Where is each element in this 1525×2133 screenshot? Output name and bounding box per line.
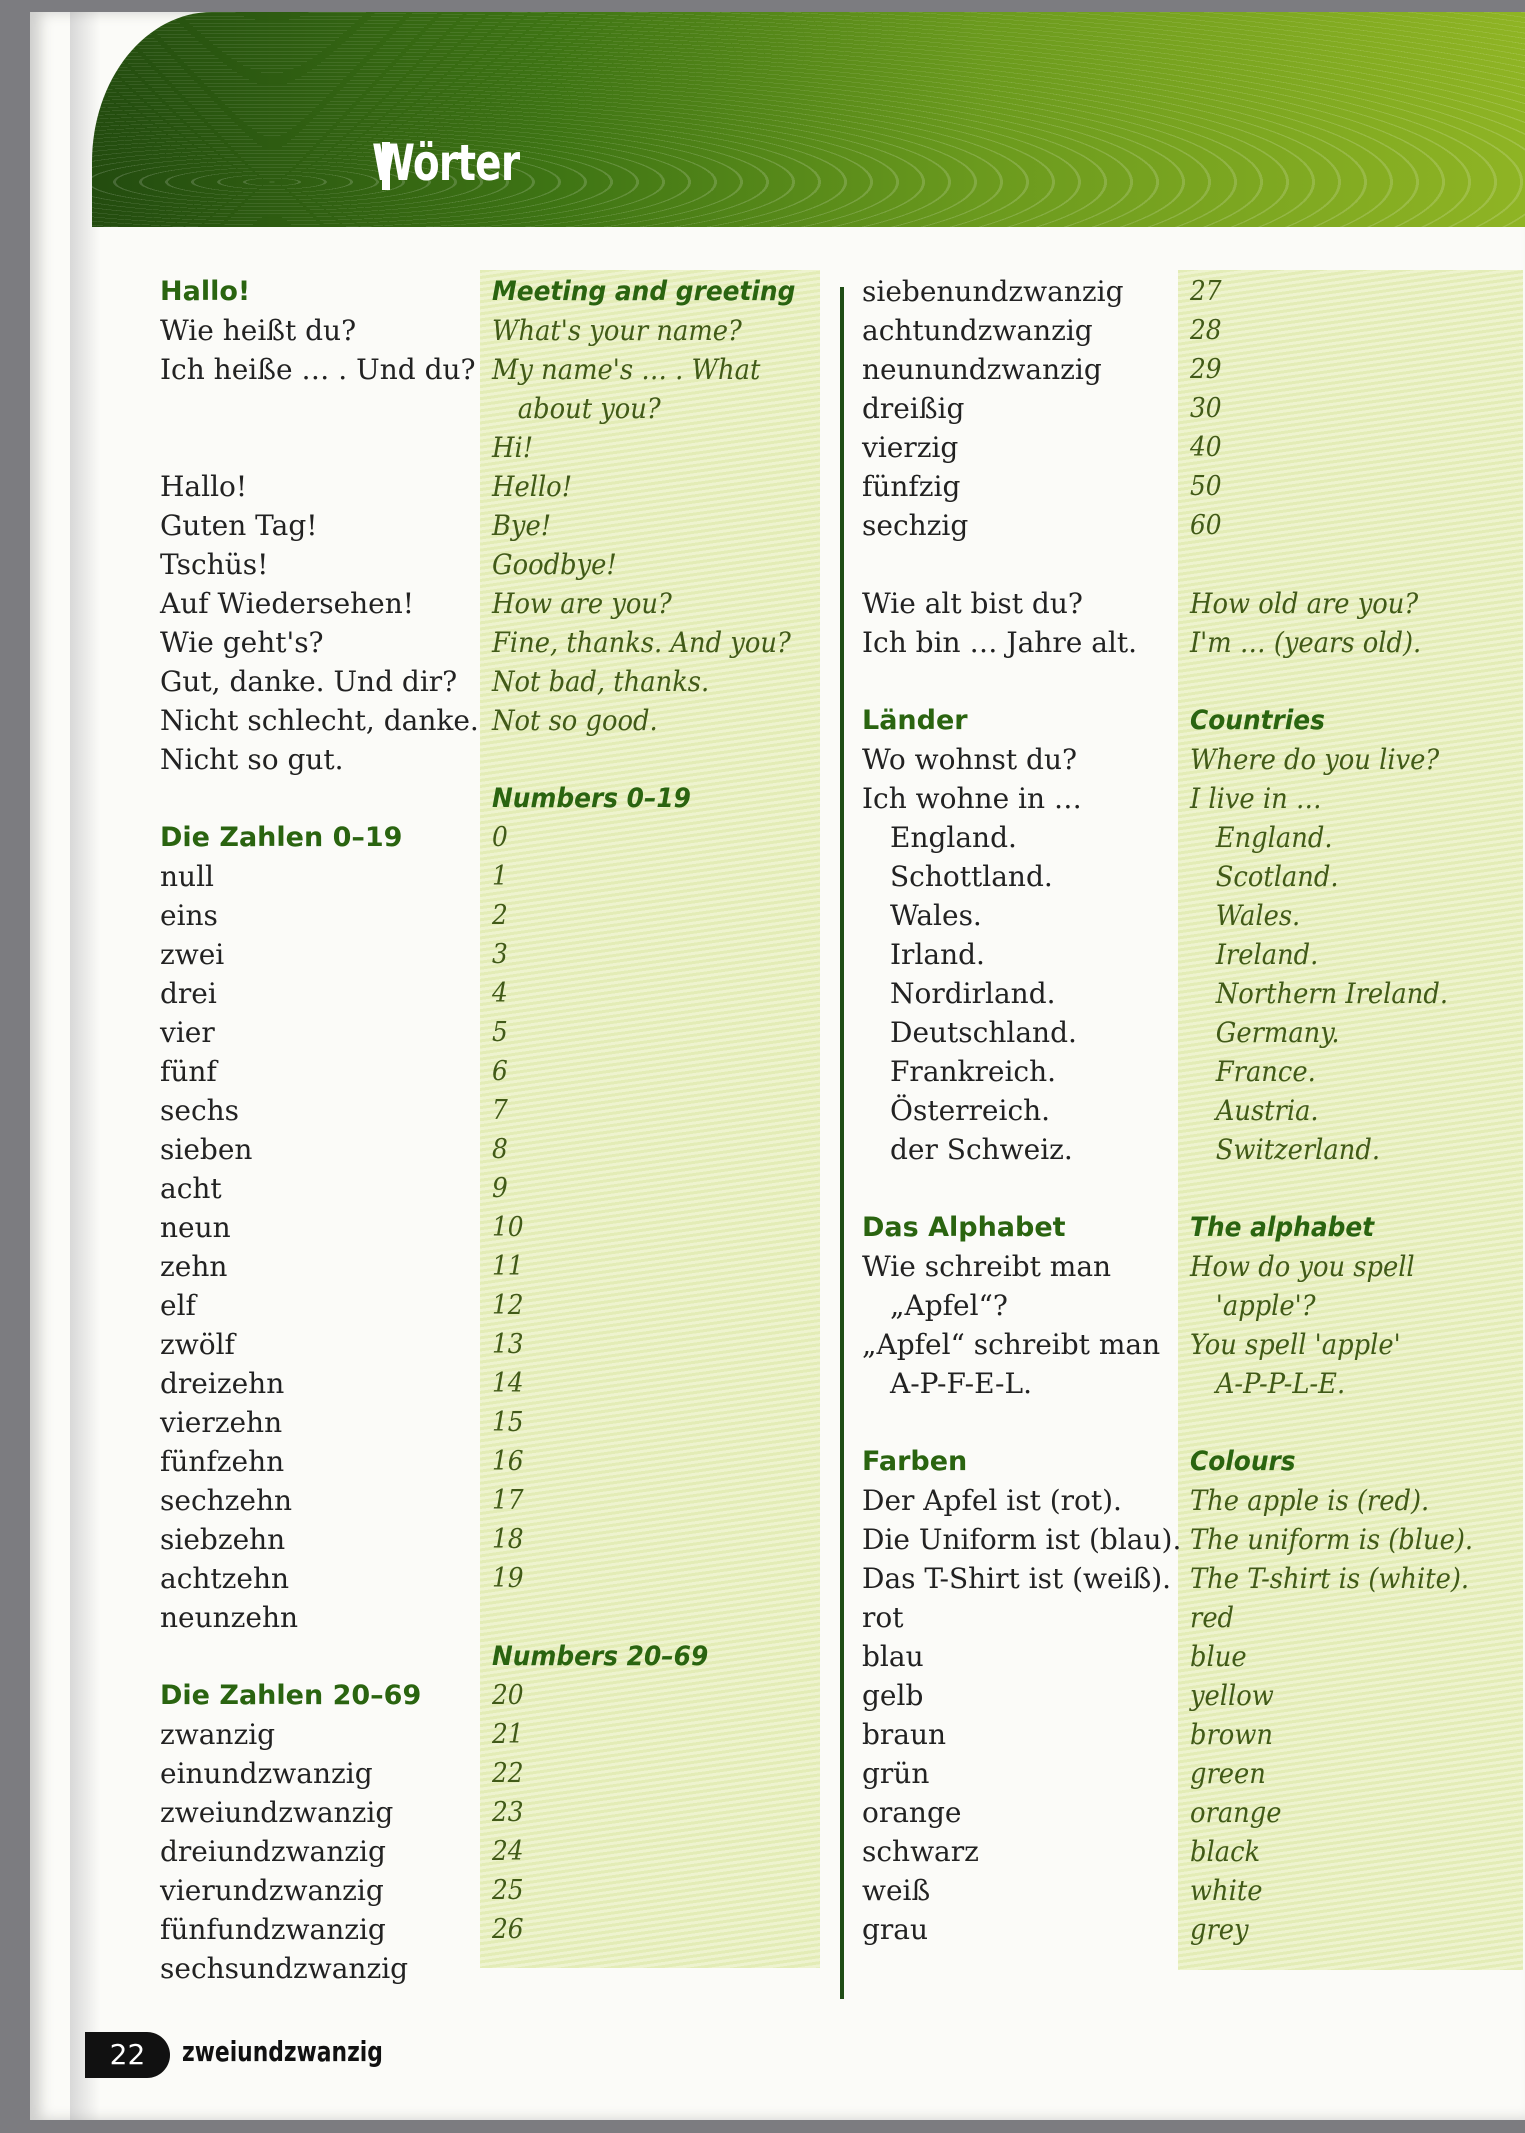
number: 40 bbox=[1190, 432, 1222, 463]
country-en: Germany. bbox=[1215, 1016, 1340, 1049]
translation: The uniform is (blue). bbox=[1190, 1523, 1474, 1556]
country-en: Wales. bbox=[1215, 899, 1301, 932]
number: 16 bbox=[492, 1446, 524, 1477]
number: 7 bbox=[492, 1095, 508, 1126]
number: 28 bbox=[1190, 315, 1222, 346]
number-word: zweiundzwanzig bbox=[160, 1796, 394, 1829]
heading-numbers-0-19: Die Zahlen 0–19 bbox=[160, 822, 403, 853]
translation: Where do you live? bbox=[1190, 743, 1440, 776]
translation: Goodbye! bbox=[492, 548, 617, 581]
number-word: zwölf bbox=[160, 1328, 235, 1361]
number: 60 bbox=[1190, 510, 1222, 541]
colour-en: black bbox=[1190, 1835, 1261, 1868]
column-divider bbox=[840, 287, 844, 1999]
heading-farben: Farben bbox=[862, 1446, 968, 1477]
phrase: Auf Wiedersehen! bbox=[160, 587, 415, 620]
country: der Schweiz. bbox=[890, 1133, 1073, 1166]
phrase: Hallo! bbox=[160, 470, 248, 503]
phrase: Das T-Shirt ist (weiß). bbox=[862, 1562, 1172, 1595]
number: 20 bbox=[492, 1680, 524, 1711]
translation: You spell 'apple' bbox=[1190, 1328, 1401, 1361]
number: 6 bbox=[492, 1056, 508, 1087]
number: 11 bbox=[492, 1251, 524, 1282]
left-english-column bbox=[492, 272, 795, 1949]
number-word: fünf bbox=[160, 1055, 217, 1088]
heading-meeting-greeting: Meeting and greeting bbox=[492, 276, 796, 307]
phrase: Wie schreibt man bbox=[862, 1250, 1112, 1283]
colour-word: weiß bbox=[862, 1874, 931, 1907]
phrase: Ich wohne in … bbox=[862, 782, 1082, 815]
country-en: England. bbox=[1215, 821, 1333, 854]
number-word: dreizehn bbox=[160, 1367, 285, 1400]
number: 14 bbox=[492, 1368, 524, 1399]
colour-word: grün bbox=[862, 1757, 930, 1790]
country: Irland. bbox=[890, 938, 985, 971]
number-word: vierzehn bbox=[160, 1406, 283, 1439]
phrase: „Apfel“? bbox=[890, 1289, 1008, 1322]
colour-word: orange bbox=[862, 1796, 962, 1829]
heading-numbers-0-19-en: Numbers 0–19 bbox=[492, 783, 691, 814]
translation: Hello! bbox=[492, 470, 573, 503]
number-word: siebenundzwanzig bbox=[862, 275, 1124, 308]
number: 25 bbox=[492, 1875, 524, 1906]
colour-en: red bbox=[1190, 1601, 1235, 1634]
country: Österreich. bbox=[890, 1094, 1051, 1127]
phrase: „Apfel“ schreibt man bbox=[862, 1328, 1161, 1361]
number: 12 bbox=[492, 1290, 524, 1321]
translation: How old are you? bbox=[1190, 587, 1419, 620]
number-word: zwei bbox=[160, 938, 225, 971]
phrase: Nicht so gut. bbox=[160, 743, 344, 776]
phrase: Gut, danke. Und dir? bbox=[160, 665, 458, 698]
heading-alphabet: Das Alphabet bbox=[862, 1212, 1066, 1243]
phrase: Tschüs! bbox=[160, 548, 269, 581]
phrase: Wo wohnst du? bbox=[862, 743, 1078, 776]
number-word: dreiundzwanzig bbox=[160, 1835, 386, 1868]
number: 23 bbox=[492, 1797, 524, 1828]
colour-en: white bbox=[1190, 1874, 1263, 1907]
translation: I live in … bbox=[1190, 782, 1322, 815]
colour-word: rot bbox=[862, 1601, 904, 1634]
right-german-column bbox=[862, 272, 1181, 1949]
number-word: neun bbox=[160, 1211, 231, 1244]
number-word: eins bbox=[160, 899, 218, 932]
translation: How do you spell bbox=[1190, 1250, 1415, 1283]
number: 9 bbox=[492, 1173, 508, 1204]
heading-the-alphabet: The alphabet bbox=[1190, 1212, 1375, 1243]
number: 2 bbox=[492, 900, 508, 931]
page-number-word: zweiundzwanzig bbox=[182, 2035, 383, 2068]
sleeve-edge bbox=[70, 12, 100, 2120]
number-word: sieben bbox=[160, 1133, 253, 1166]
number: 30 bbox=[1190, 393, 1222, 424]
country: Wales. bbox=[890, 899, 982, 932]
country-en: Austria. bbox=[1215, 1094, 1319, 1127]
phrase: Wie geht's? bbox=[160, 626, 324, 659]
number-word: elf bbox=[160, 1289, 196, 1322]
number: 5 bbox=[492, 1017, 508, 1048]
number-word: neunundzwanzig bbox=[862, 353, 1102, 386]
phrase: Ich heiße … . Und du? bbox=[160, 353, 476, 386]
heading-colours: Colours bbox=[1190, 1446, 1296, 1477]
number-word: fünfzig bbox=[862, 470, 961, 503]
country: Schottland. bbox=[890, 860, 1053, 893]
number: 17 bbox=[492, 1485, 524, 1516]
number: 3 bbox=[492, 939, 508, 970]
country-en: Northern Ireland. bbox=[1215, 977, 1449, 1010]
country-en: Switzerland. bbox=[1215, 1133, 1381, 1166]
number: 26 bbox=[492, 1914, 524, 1945]
number-word: dreißig bbox=[862, 392, 965, 425]
colour-en: orange bbox=[1190, 1796, 1282, 1829]
number-word: vierundzwanzig bbox=[160, 1874, 384, 1907]
number: 13 bbox=[492, 1329, 524, 1360]
country: Nordirland. bbox=[890, 977, 1056, 1010]
country: Deutschland. bbox=[890, 1016, 1077, 1049]
country-en: Ireland. bbox=[1215, 938, 1319, 971]
number: 1 bbox=[492, 861, 508, 892]
number-word: zehn bbox=[160, 1250, 228, 1283]
heading-hallo: Hallo! bbox=[160, 276, 251, 307]
number-word: sechzehn bbox=[160, 1484, 293, 1517]
number-word: vier bbox=[160, 1016, 215, 1049]
translation: Fine, thanks. And you? bbox=[492, 626, 791, 659]
number-word: einundzwanzig bbox=[160, 1757, 373, 1790]
translation: The T-shirt is (white). bbox=[1190, 1562, 1470, 1595]
phrase: Die Uniform ist (blau). bbox=[862, 1523, 1182, 1556]
translation: I'm … (years old). bbox=[1190, 626, 1422, 659]
number-word: achtzehn bbox=[160, 1562, 290, 1595]
number-word: sechzig bbox=[862, 509, 969, 542]
number: 10 bbox=[492, 1212, 524, 1243]
heading-laender: Länder bbox=[862, 705, 968, 736]
heading-countries: Countries bbox=[1190, 705, 1325, 736]
number: 4 bbox=[492, 978, 508, 1009]
phrase: Der Apfel ist (rot). bbox=[862, 1484, 1122, 1517]
phrase: Guten Tag! bbox=[160, 509, 318, 542]
translation: What's your name? bbox=[492, 314, 742, 347]
right-english-column bbox=[1190, 272, 1473, 1949]
phrase: Wie heißt du? bbox=[160, 314, 357, 347]
header-banner bbox=[92, 12, 1525, 227]
number-word: achtundzwanzig bbox=[862, 314, 1093, 347]
country-en: Scotland. bbox=[1215, 860, 1339, 893]
page-title: Wörter bbox=[372, 134, 520, 192]
colour-word: grau bbox=[862, 1913, 929, 1946]
number: 21 bbox=[492, 1719, 524, 1750]
translation: Hi! bbox=[492, 431, 534, 464]
page-sheet bbox=[30, 12, 1525, 2120]
number-word: fünfundzwanzig bbox=[160, 1913, 386, 1946]
translation: about you? bbox=[517, 392, 661, 425]
number-word: sechsundzwanzig bbox=[160, 1952, 409, 1985]
translation: Bye! bbox=[492, 509, 552, 542]
colour-word: gelb bbox=[862, 1679, 924, 1712]
number: 19 bbox=[492, 1563, 524, 1594]
colour-en: yellow bbox=[1190, 1679, 1274, 1712]
translation: My name's … . What bbox=[492, 353, 761, 386]
number: 15 bbox=[492, 1407, 524, 1438]
translation: The apple is (red). bbox=[1190, 1484, 1430, 1517]
country-en: France. bbox=[1215, 1055, 1316, 1088]
number-word: zwanzig bbox=[160, 1718, 276, 1751]
colour-en: green bbox=[1190, 1757, 1266, 1790]
number-word: neunzehn bbox=[160, 1601, 299, 1634]
number-word: null bbox=[160, 860, 214, 893]
colour-word: braun bbox=[862, 1718, 947, 1751]
number: 29 bbox=[1190, 354, 1222, 385]
colour-en: brown bbox=[1190, 1718, 1273, 1751]
number: 27 bbox=[1190, 276, 1222, 307]
translation: How are you? bbox=[492, 587, 672, 620]
number-word: drei bbox=[160, 977, 217, 1010]
phrase: Nicht schlecht, danke. bbox=[160, 704, 479, 737]
number-word: acht bbox=[160, 1172, 222, 1205]
phrase: Wie alt bist du? bbox=[862, 587, 1083, 620]
colour-en: blue bbox=[1190, 1640, 1247, 1673]
number-word: sechs bbox=[160, 1094, 240, 1127]
number: 50 bbox=[1190, 471, 1222, 502]
translation: 'apple'? bbox=[1215, 1289, 1316, 1322]
number: 8 bbox=[492, 1134, 508, 1165]
number: 0 bbox=[492, 822, 508, 853]
translation: A-P-P-L-E. bbox=[1215, 1367, 1346, 1400]
country: England. bbox=[890, 821, 1017, 854]
heading-numbers-20-69-en: Numbers 20–69 bbox=[492, 1641, 709, 1672]
colour-word: blau bbox=[862, 1640, 924, 1673]
number: 18 bbox=[492, 1524, 524, 1555]
country: Frankreich. bbox=[890, 1055, 1057, 1088]
colour-en: grey bbox=[1190, 1913, 1249, 1946]
number-word: vierzig bbox=[862, 431, 959, 464]
phrase: A-P-F-E-L. bbox=[890, 1367, 1032, 1400]
number: 24 bbox=[492, 1836, 524, 1867]
number: 22 bbox=[492, 1758, 524, 1789]
translation: Not so good. bbox=[492, 704, 658, 737]
heading-numbers-20-69: Die Zahlen 20–69 bbox=[160, 1680, 422, 1711]
translation: Not bad, thanks. bbox=[492, 665, 710, 698]
left-german-column bbox=[160, 272, 479, 1988]
colour-word: schwarz bbox=[862, 1835, 979, 1868]
number-word: fünfzehn bbox=[160, 1445, 285, 1478]
page-number: 22 bbox=[85, 2032, 170, 2078]
number-word: siebzehn bbox=[160, 1523, 286, 1556]
phrase: Ich bin … Jahre alt. bbox=[862, 626, 1137, 659]
